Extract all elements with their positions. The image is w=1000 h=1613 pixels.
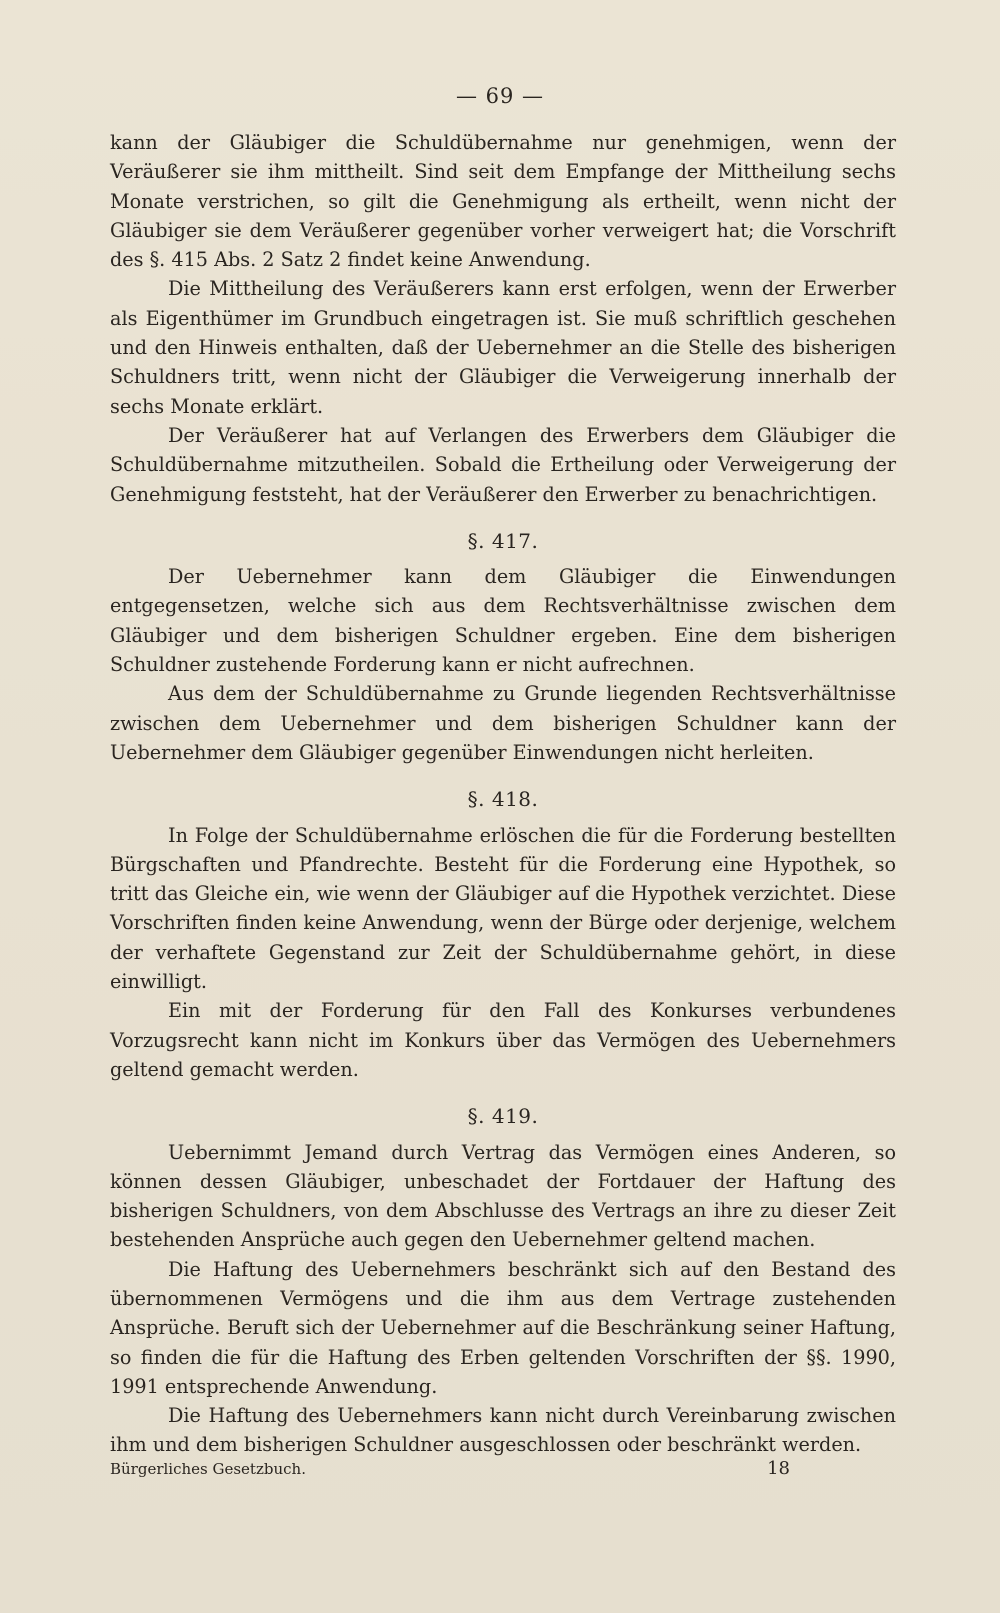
section-heading-419: §. 419. [467, 1104, 539, 1129]
paragraph-416-2: Die Mittheilung des Veräußerers kann erst erfolgen, wenn der Erwerber als Eigenthümer im Grundbuch eingetragen ist. Sie muß schriftlich geschehen und den Hinweis enthalten, daß der Uebernehmer an die Stelle des bisherigen Schuldners tritt, wenn nicht der Gläubiger die Verweigerung innerhalb der sechs Monate erklärt. [110, 277, 896, 418]
section-heading-417: §. 417. [467, 528, 539, 553]
paragraph-419-1: Uebernimmt Jemand durch Vertrag das Vermögen eines Anderen, so können dessen Gläubiger, unbeschadet der Fortdauer der Haftung des bisherigen Schuldners, von dem Abschlusse des Vertrags an ihre zu dieser Zeit bestehenden Ansprüche auch gegen den Uebernehmer geltend machen. [110, 1140, 896, 1252]
paragraph-416-continued: kann der Gläubiger die Schuldübernahme nur genehmigen, wenn der Veräußerer sie ihm mittheilt. Sind seit dem Empfange der Mittheilung sechs Monate verstrichen, so gilt die Genehmigung als ertheilt, wenn nicht der Gläubiger sie dem Veräußerer gegenüber vorher verweigert hat; die Vorschrift des §. 415 Abs. 2 Satz 2 findet keine Anwendung. [110, 131, 896, 272]
section-heading-418: §. 418. [467, 787, 539, 812]
body-text [110, 128, 896, 1460]
paragraph-418-2: Ein mit der Forderung für den Fall des Konkurses verbundenes Vorzugsrecht kann nicht im Konkurs über das Vermögen des Uebernehmers geltend gemacht werden. [110, 999, 896, 1081]
paragraph-416-3: Der Veräußerer hat auf Verlangen des Erwerbers dem Gläubiger die Schuldübernahme mitzutheilen. Sobald die Ertheilung oder Verweigerung der Genehmigung feststeht, hat der Veräußerer den Erwerber zu benachrichtigen. [110, 423, 896, 506]
footer-sheet-number: 18 [767, 1458, 790, 1479]
paragraph-417-2: Aus dem der Schuldübernahme zu Grunde liegenden Rechtsverhältnisse zwischen dem Uebernehmer und dem bisherigen Schuldner kann der Uebernehmer dem Gläubiger gegenüber Einwendungen nicht herleiten. [110, 682, 896, 764]
paragraph-419-2: Die Haftung des Uebernehmers beschränkt sich auf den Bestand des übernommenen Vermögens und die ihm aus dem Vertrage zustehenden Ansprüche. Beruft sich der Uebernehmer auf die Beschränkung seiner Haftung, so finden die für die Haftung des Erben geltenden Vorschriften der §§. 1990, 1991 entsprechende Anwendung. [110, 1257, 896, 1398]
paragraph-417-1: Der Uebernehmer kann dem Gläubiger die Einwendungen entgegensetzen, welche sich aus dem Rechtsverhältnisse zwischen dem Gläubiger und dem bisherigen Schuldner ergeben. Eine dem bisherigen Schuldner zustehende Forderung kann er nicht aufrechnen. [110, 565, 896, 677]
paragraph-419-3: Die Haftung des Uebernehmers kann nicht durch Vereinbarung zwischen ihm und dem bisherigen Schuldner ausgeschlossen oder beschränkt werden. [110, 1404, 896, 1457]
page-number-header: — 69 — [455, 84, 545, 108]
footer-signature: Bürgerliches Gesetzbuch. [110, 1460, 306, 1478]
paragraph-418-1: In Folge der Schuldübernahme erlöschen die für die Forderung bestellten Bürgschaften und Pfandrechte. Besteht für die Forderung eine Hypothek, so tritt das Gleiche ein, wie wenn der Gläubiger auf die Hypothek verzichtet. Diese Vorschriften finden keine Anwendung, wenn der Bürge oder derjenige, welchem der verhaftete Gegenstand zur Zeit der Schuldübernahme gehört, in diese einwilligt. [110, 823, 896, 994]
